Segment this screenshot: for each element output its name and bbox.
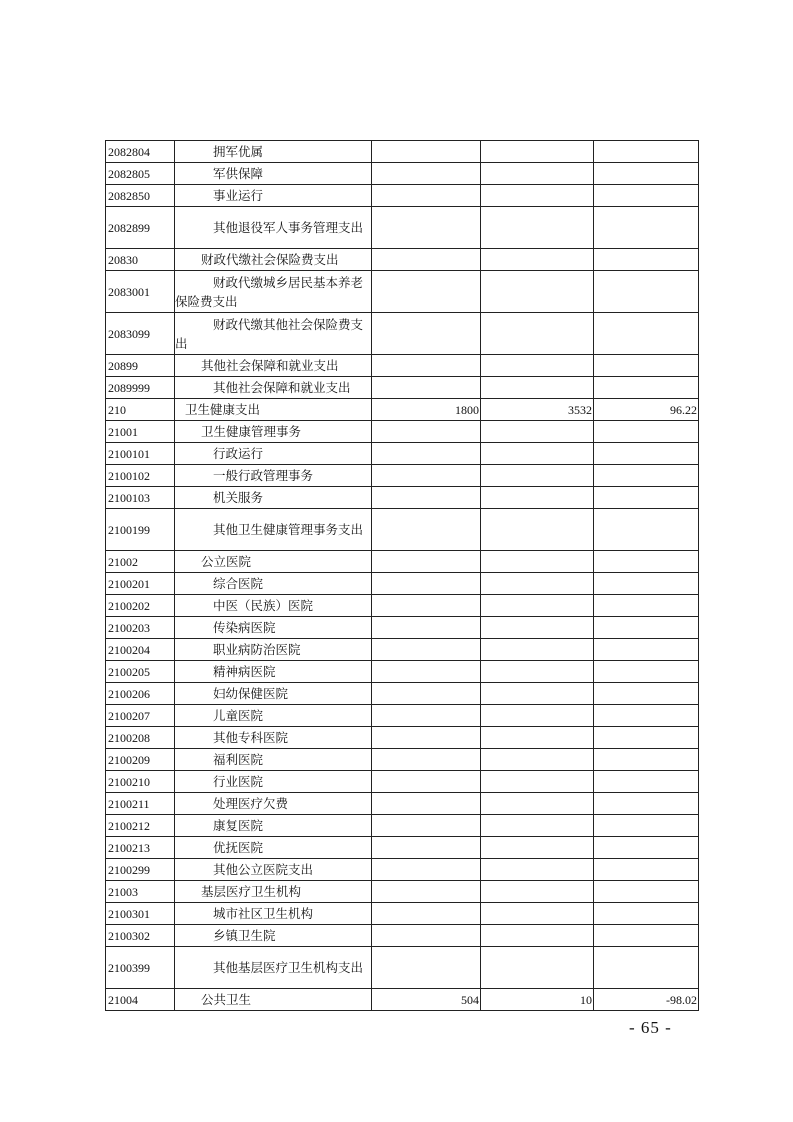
table-row xyxy=(106,815,699,837)
subject-name: 一般行政管理事务 xyxy=(213,467,314,483)
subject-code-cell: 2100399 xyxy=(106,947,175,989)
prior-year-amount-cell xyxy=(372,595,481,617)
current-amount-cell xyxy=(481,727,594,749)
table-row xyxy=(106,141,699,163)
prior-year-amount-cell xyxy=(372,815,481,837)
subject-code-cell: 2100301 xyxy=(106,903,175,925)
subject-code-cell: 2100101 xyxy=(106,443,175,465)
table-row xyxy=(106,313,699,355)
subject-name-cell xyxy=(175,207,372,249)
subject-name-cell xyxy=(175,573,372,595)
subject-name: 城市社区卫生机构 xyxy=(213,905,314,921)
prior-year-amount-cell: 504 xyxy=(372,989,481,1011)
current-amount-cell xyxy=(481,903,594,925)
table-row xyxy=(106,551,699,573)
growth-rate-cell xyxy=(594,749,699,771)
growth-rate-cell xyxy=(594,509,699,551)
current-amount-cell xyxy=(481,249,594,271)
prior-year-amount-cell xyxy=(372,249,481,271)
subject-code-cell: 2100204 xyxy=(106,639,175,661)
subject-code-cell: 2089999 xyxy=(106,377,175,399)
current-amount-cell xyxy=(481,551,594,573)
table-row xyxy=(106,727,699,749)
subject-code-cell: 2100213 xyxy=(106,837,175,859)
subject-name: 妇幼保健医院 xyxy=(213,685,289,701)
subject-code-cell: 21002 xyxy=(106,551,175,573)
prior-year-amount-cell xyxy=(372,573,481,595)
prior-year-amount-cell xyxy=(372,551,481,573)
table-row xyxy=(106,903,699,925)
growth-rate-cell xyxy=(594,185,699,207)
prior-year-amount-cell xyxy=(372,487,481,509)
subject-code-cell: 2100201 xyxy=(106,573,175,595)
subject-name-cell xyxy=(175,815,372,837)
subject-name-cell xyxy=(175,661,372,683)
prior-year-amount-cell xyxy=(372,185,481,207)
subject-name-cell xyxy=(175,313,372,355)
subject-name-cell xyxy=(175,465,372,487)
table-row xyxy=(106,185,699,207)
subject-name: 处理医疗欠费 xyxy=(213,795,289,811)
growth-rate-cell: -98.02 xyxy=(594,989,699,1011)
table-row xyxy=(106,837,699,859)
growth-rate-cell xyxy=(594,141,699,163)
current-amount-cell xyxy=(481,487,594,509)
subject-name: 财政代缴其他社会保险费支出 xyxy=(175,316,364,351)
current-amount-cell xyxy=(481,313,594,355)
subject-name-cell xyxy=(175,793,372,815)
subject-name-cell xyxy=(175,837,372,859)
current-amount-cell xyxy=(481,595,594,617)
growth-rate-cell xyxy=(594,487,699,509)
table-row xyxy=(106,421,699,443)
subject-name-cell xyxy=(175,249,372,271)
subject-name-cell xyxy=(175,141,372,163)
prior-year-amount-cell xyxy=(372,377,481,399)
table-row xyxy=(106,573,699,595)
growth-rate-cell xyxy=(594,837,699,859)
subject-code-cell: 2082899 xyxy=(106,207,175,249)
subject-code-cell: 2082805 xyxy=(106,163,175,185)
prior-year-amount-cell xyxy=(372,705,481,727)
growth-rate-cell xyxy=(594,617,699,639)
table-row xyxy=(106,617,699,639)
subject-name: 其他专科医院 xyxy=(213,729,289,745)
prior-year-amount-cell xyxy=(372,443,481,465)
table-row xyxy=(106,465,699,487)
subject-name: 公共卫生 xyxy=(201,991,252,1007)
table-row xyxy=(106,925,699,947)
prior-year-amount-cell xyxy=(372,271,481,313)
subject-code-cell: 2100102 xyxy=(106,465,175,487)
current-amount-cell xyxy=(481,859,594,881)
prior-year-amount-cell xyxy=(372,749,481,771)
prior-year-amount-cell xyxy=(372,859,481,881)
table-row xyxy=(106,749,699,771)
current-amount-cell xyxy=(481,271,594,313)
table-row xyxy=(106,595,699,617)
table-body xyxy=(106,141,699,1011)
prior-year-amount-cell xyxy=(372,207,481,249)
prior-year-amount-cell xyxy=(372,639,481,661)
subject-name-cell xyxy=(175,487,372,509)
prior-year-amount-cell xyxy=(372,837,481,859)
current-amount-cell: 3532 xyxy=(481,399,594,421)
growth-rate-cell xyxy=(594,815,699,837)
subject-code-cell: 2100210 xyxy=(106,771,175,793)
table-row xyxy=(106,487,699,509)
subject-name: 其他基层医疗卫生机构支出 xyxy=(213,960,364,975)
subject-code-cell: 21003 xyxy=(106,881,175,903)
table-row xyxy=(106,509,699,551)
subject-name: 乡镇卫生院 xyxy=(213,927,276,943)
growth-rate-cell xyxy=(594,639,699,661)
growth-rate-cell xyxy=(594,925,699,947)
subject-name-cell xyxy=(175,443,372,465)
subject-code-cell: 2100211 xyxy=(106,793,175,815)
subject-name: 事业运行 xyxy=(213,187,264,203)
table-row xyxy=(106,163,699,185)
growth-rate-cell xyxy=(594,249,699,271)
subject-code-cell: 2083001 xyxy=(106,271,175,313)
subject-name: 其他卫生健康管理事务支出 xyxy=(213,522,364,537)
subject-name-cell xyxy=(175,947,372,989)
subject-name-cell xyxy=(175,727,372,749)
subject-name: 其他公立医院支出 xyxy=(213,861,314,877)
current-amount-cell xyxy=(481,661,594,683)
current-amount-cell xyxy=(481,947,594,989)
subject-name: 康复医院 xyxy=(213,817,264,833)
subject-code-cell: 210 xyxy=(106,399,175,421)
subject-name: 行业医院 xyxy=(213,773,264,789)
subject-code-cell: 2100199 xyxy=(106,509,175,551)
growth-rate-cell xyxy=(594,771,699,793)
subject-code-cell: 2100208 xyxy=(106,727,175,749)
prior-year-amount-cell xyxy=(372,661,481,683)
subject-name-cell xyxy=(175,749,372,771)
subject-code-cell: 2100299 xyxy=(106,859,175,881)
table-row xyxy=(106,793,699,815)
subject-name: 精神病医院 xyxy=(213,663,276,679)
table-row xyxy=(106,881,699,903)
subject-name-cell xyxy=(175,771,372,793)
subject-name: 财政代缴社会保险费支出 xyxy=(201,251,339,267)
table-row xyxy=(106,859,699,881)
growth-rate-cell xyxy=(594,595,699,617)
subject-name: 职业病防治医院 xyxy=(213,641,301,657)
subject-name: 基层医疗卫生机构 xyxy=(201,883,302,899)
subject-name-cell xyxy=(175,185,372,207)
current-amount-cell xyxy=(481,185,594,207)
subject-name: 卫生健康支出 xyxy=(185,401,261,417)
table-row xyxy=(106,377,699,399)
growth-rate-cell xyxy=(594,859,699,881)
growth-rate-cell xyxy=(594,727,699,749)
table-row xyxy=(106,705,699,727)
prior-year-amount-cell xyxy=(372,163,481,185)
table-row xyxy=(106,443,699,465)
subject-name-cell xyxy=(175,881,372,903)
subject-name: 其他社会保障和就业支出 xyxy=(213,379,351,395)
growth-rate-cell xyxy=(594,465,699,487)
growth-rate-cell xyxy=(594,881,699,903)
current-amount-cell xyxy=(481,509,594,551)
subject-name: 拥军优属 xyxy=(213,143,264,159)
current-amount-cell xyxy=(481,683,594,705)
subject-name-cell xyxy=(175,421,372,443)
current-amount-cell xyxy=(481,141,594,163)
table-row xyxy=(106,661,699,683)
table-row xyxy=(106,355,699,377)
growth-rate-cell xyxy=(594,551,699,573)
subject-code-cell: 21001 xyxy=(106,421,175,443)
subject-name: 优抚医院 xyxy=(213,839,264,855)
subject-name-cell xyxy=(175,989,372,1011)
subject-code-cell: 2100206 xyxy=(106,683,175,705)
page-number: - 65 - xyxy=(629,1018,672,1037)
subject-name-cell xyxy=(175,509,372,551)
subject-code-cell: 2100103 xyxy=(106,487,175,509)
subject-name-cell xyxy=(175,925,372,947)
current-amount-cell xyxy=(481,617,594,639)
table-row xyxy=(106,683,699,705)
table-row xyxy=(106,207,699,249)
growth-rate-cell xyxy=(594,421,699,443)
table-row xyxy=(106,399,699,421)
current-amount-cell xyxy=(481,749,594,771)
subject-name-cell xyxy=(175,683,372,705)
current-amount-cell xyxy=(481,355,594,377)
prior-year-amount-cell xyxy=(372,727,481,749)
current-amount-cell xyxy=(481,421,594,443)
subject-code-cell: 2100203 xyxy=(106,617,175,639)
current-amount-cell xyxy=(481,837,594,859)
subject-code-cell: 2082804 xyxy=(106,141,175,163)
current-amount-cell xyxy=(481,377,594,399)
prior-year-amount-cell xyxy=(372,509,481,551)
current-amount-cell xyxy=(481,881,594,903)
subject-name-cell xyxy=(175,355,372,377)
growth-rate-cell xyxy=(594,355,699,377)
subject-name-cell xyxy=(175,903,372,925)
prior-year-amount-cell xyxy=(372,881,481,903)
subject-name: 机关服务 xyxy=(213,489,264,505)
growth-rate-cell xyxy=(594,793,699,815)
subject-name: 传染病医院 xyxy=(213,619,276,635)
subject-code-cell: 2100302 xyxy=(106,925,175,947)
prior-year-amount-cell xyxy=(372,925,481,947)
growth-rate-cell xyxy=(594,661,699,683)
subject-name: 财政代缴城乡居民基本养老保险费支出 xyxy=(175,274,364,309)
growth-rate-cell: 96.22 xyxy=(594,399,699,421)
growth-rate-cell xyxy=(594,163,699,185)
subject-code-cell: 2100207 xyxy=(106,705,175,727)
prior-year-amount-cell xyxy=(372,465,481,487)
growth-rate-cell xyxy=(594,573,699,595)
current-amount-cell: 10 xyxy=(481,989,594,1011)
table-row xyxy=(106,639,699,661)
current-amount-cell xyxy=(481,443,594,465)
current-amount-cell xyxy=(481,793,594,815)
growth-rate-cell xyxy=(594,947,699,989)
growth-rate-cell xyxy=(594,207,699,249)
subject-name-cell xyxy=(175,377,372,399)
table-row xyxy=(106,271,699,313)
subject-code-cell: 2100202 xyxy=(106,595,175,617)
current-amount-cell xyxy=(481,815,594,837)
subject-code-cell: 2082850 xyxy=(106,185,175,207)
prior-year-amount-cell xyxy=(372,313,481,355)
subject-name: 儿童医院 xyxy=(213,707,264,723)
current-amount-cell xyxy=(481,573,594,595)
subject-name-cell xyxy=(175,705,372,727)
subject-name-cell xyxy=(175,595,372,617)
subject-name: 综合医院 xyxy=(213,575,264,591)
subject-name: 其他社会保障和就业支出 xyxy=(201,357,339,373)
subject-code-cell: 20830 xyxy=(106,249,175,271)
prior-year-amount-cell: 1800 xyxy=(372,399,481,421)
subject-code-cell: 2083099 xyxy=(106,313,175,355)
growth-rate-cell xyxy=(594,705,699,727)
prior-year-amount-cell xyxy=(372,355,481,377)
subject-name: 卫生健康管理事务 xyxy=(201,423,302,439)
subject-code-cell: 2100209 xyxy=(106,749,175,771)
current-amount-cell xyxy=(481,639,594,661)
growth-rate-cell xyxy=(594,377,699,399)
subject-name-cell xyxy=(175,617,372,639)
subject-code-cell: 21004 xyxy=(106,989,175,1011)
subject-name: 公立医院 xyxy=(201,553,252,569)
growth-rate-cell xyxy=(594,443,699,465)
subject-name-cell xyxy=(175,163,372,185)
subject-name-cell xyxy=(175,639,372,661)
prior-year-amount-cell xyxy=(372,141,481,163)
prior-year-amount-cell xyxy=(372,617,481,639)
prior-year-amount-cell xyxy=(372,421,481,443)
table-row xyxy=(106,947,699,989)
subject-name-cell xyxy=(175,271,372,313)
subject-name: 中医（民族）医院 xyxy=(213,597,314,613)
growth-rate-cell xyxy=(594,271,699,313)
table-row xyxy=(106,249,699,271)
prior-year-amount-cell xyxy=(372,903,481,925)
current-amount-cell xyxy=(481,705,594,727)
subject-name-cell xyxy=(175,859,372,881)
prior-year-amount-cell xyxy=(372,947,481,989)
prior-year-amount-cell xyxy=(372,771,481,793)
subject-name: 其他退役军人事务管理支出 xyxy=(213,220,364,235)
growth-rate-cell xyxy=(594,313,699,355)
subject-name-cell xyxy=(175,551,372,573)
subject-name-cell xyxy=(175,399,372,421)
subject-name: 军供保障 xyxy=(213,165,264,181)
current-amount-cell xyxy=(481,163,594,185)
prior-year-amount-cell xyxy=(372,793,481,815)
current-amount-cell xyxy=(481,465,594,487)
subject-code-cell: 2100205 xyxy=(106,661,175,683)
growth-rate-cell xyxy=(594,683,699,705)
subject-code-cell: 2100212 xyxy=(106,815,175,837)
table-row xyxy=(106,771,699,793)
current-amount-cell xyxy=(481,925,594,947)
current-amount-cell xyxy=(481,207,594,249)
subject-name: 福利医院 xyxy=(213,751,264,767)
table-row xyxy=(106,989,699,1011)
growth-rate-cell xyxy=(594,903,699,925)
current-amount-cell xyxy=(481,771,594,793)
prior-year-amount-cell xyxy=(372,683,481,705)
subject-name: 行政运行 xyxy=(213,445,264,461)
budget-table xyxy=(105,140,699,1011)
subject-code-cell: 20899 xyxy=(106,355,175,377)
